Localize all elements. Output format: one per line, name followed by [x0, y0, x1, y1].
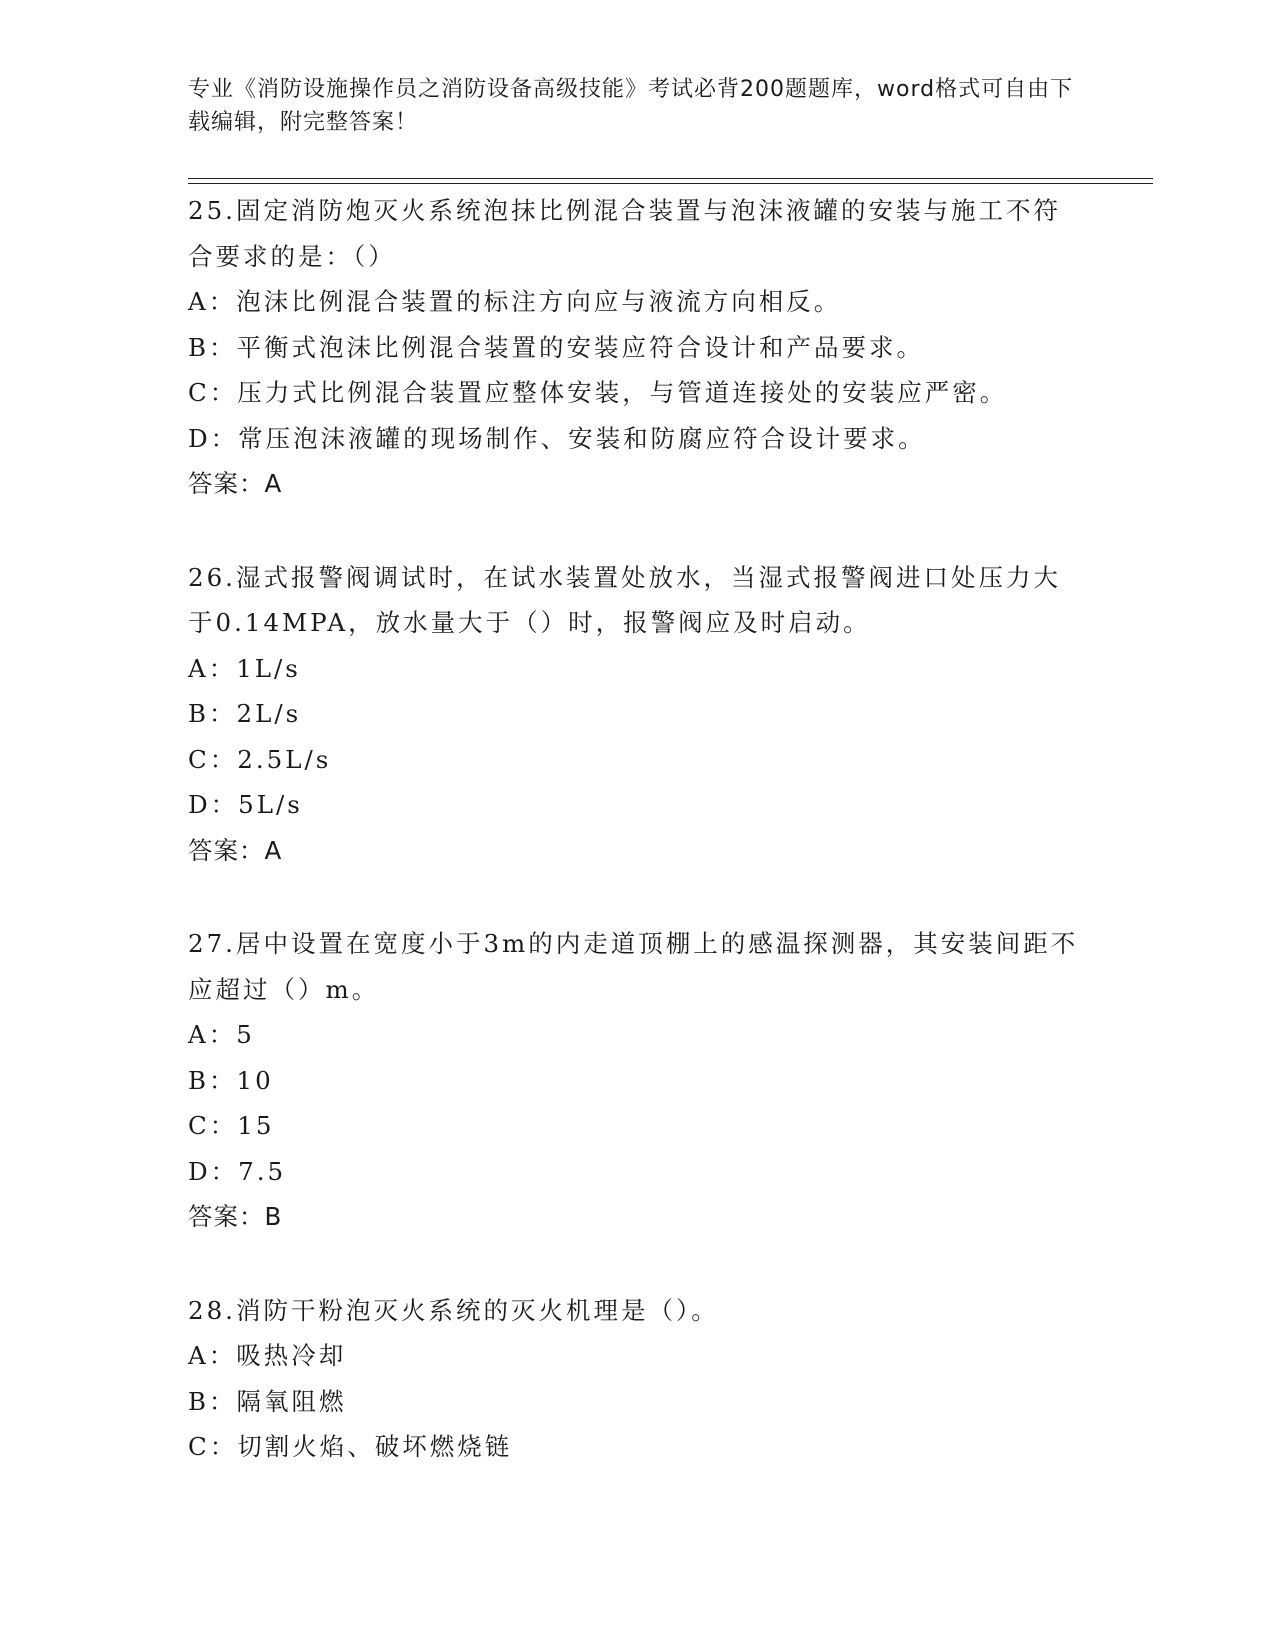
- option-d: D：5L/s: [188, 790, 303, 819]
- option-a: A：泡沫比例混合装置的标注方向应与液流方向相反。: [188, 287, 842, 316]
- answer-line: 答案：B: [188, 1202, 283, 1231]
- header-divider-top: [188, 178, 1153, 179]
- option-d: D：7.5: [188, 1156, 287, 1186]
- option-c: C：切割火焰、破坏燃烧链: [188, 1432, 513, 1461]
- question-25: [188, 188, 1088, 507]
- option-a: A：吸热冷却: [188, 1341, 347, 1370]
- question-28: [188, 1288, 1088, 1470]
- option-c: C：15: [188, 1111, 275, 1140]
- option-b: B：10: [188, 1065, 274, 1095]
- question-stem: 25.固定消防炮灭火系统泡抹比例混合装置与泡沫液罐的安装与施工不符合要求的是：（）: [188, 196, 1061, 271]
- option-b: B：2L/s: [188, 699, 302, 728]
- option-c: C：压力式比例混合装置应整体安装，与管道连接处的安装应严密。: [188, 378, 1008, 407]
- option-d: D：常压泡沫液罐的现场制作、安装和防腐应符合设计要求。: [188, 423, 926, 453]
- header-divider-bottom: [188, 183, 1153, 184]
- option-b: B：平衡式泡沫比例混合装置的安装应符合设计和产品要求。: [188, 332, 925, 362]
- option-a: A：1L/s: [188, 653, 301, 683]
- option-c: C：2.5L/s: [188, 744, 332, 774]
- question-list: [188, 188, 1088, 1518]
- question-26: [188, 555, 1088, 874]
- question-stem: 28.消防干粉泡灭火系统的灭火机理是（）。: [188, 1295, 719, 1325]
- answer-line: 答案：A: [188, 835, 283, 865]
- question-stem: 26.湿式报警阀调试时，在试水装置处放水，当湿式报警阀进口处压力大于0.14MPA，放水量大于（）时，报警阀应及时启动。: [188, 562, 1061, 637]
- option-b: B：隔氧阻燃: [188, 1386, 347, 1416]
- question-27: [188, 921, 1088, 1240]
- question-stem: 27.居中设置在宽度小于3m的内走道顶棚上的感温探测器，其安装间距不应超过（）m。: [188, 929, 1079, 1004]
- answer-line: 答案：A: [188, 469, 283, 498]
- document-header: 专业《消防设施操作员之消防设备高级技能》考试必背200题题库，word格式可自由下载编辑，附完整答案！: [188, 77, 1074, 135]
- option-a: A：5: [188, 1020, 255, 1049]
